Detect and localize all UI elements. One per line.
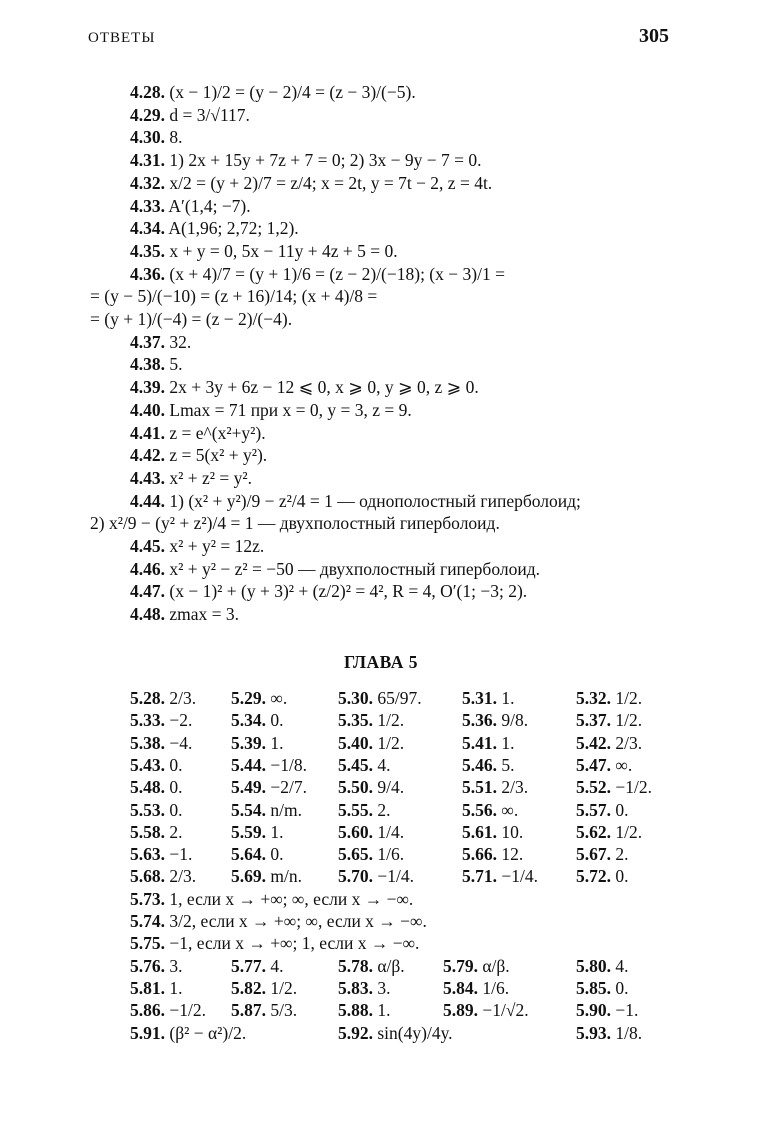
answer-number: 5.61. [462, 821, 497, 842]
answer-text: 1/2. [611, 710, 643, 731]
answer-line [130, 105, 250, 126]
answer-text: ∞. [611, 754, 633, 775]
answer-cell [462, 866, 538, 887]
answer-text: 1/2. [373, 732, 405, 753]
answer-number: 5.50. [338, 777, 373, 798]
answer-line [130, 150, 482, 171]
answer-cell [576, 688, 642, 709]
answer-number: 5.53. [130, 799, 165, 820]
answer-text: 1, если x → +∞; ∞, если x → −∞. [165, 888, 414, 909]
answer-text: 2. [373, 799, 391, 820]
answer-number: 5.28. [130, 688, 165, 708]
answer-line [130, 332, 191, 353]
answer-cell [231, 710, 284, 731]
answer-text: (x + 4)/7 = (y + 1)/6 = (z − 2)/(−18); (x − 3)/1 = [165, 263, 505, 284]
answer-number: 4.32. [130, 172, 165, 193]
answer-text: Lmax = 71 при x = 0, y = 3, z = 9. [165, 399, 412, 420]
answer-cell [130, 1023, 246, 1044]
answer-number: 5.33. [130, 710, 165, 731]
answer-line [130, 354, 183, 375]
answer-text: 2/3. [611, 732, 643, 753]
answer-number: 5.86. [130, 1000, 165, 1021]
answer-cell [130, 889, 413, 910]
answer-number: 5.52. [576, 777, 611, 798]
answer-text: −1/4. [497, 866, 538, 887]
answer-line [130, 491, 581, 512]
answer-number: 5.46. [462, 754, 497, 775]
answer-text: 5. [165, 354, 183, 375]
answer-number: 5.79. [443, 955, 478, 976]
answer-number: 5.74. [130, 911, 165, 931]
answer-number: 4.48. [130, 604, 165, 625]
answer-text: 1. [497, 688, 515, 708]
answer-text: ∞. [497, 799, 519, 820]
answer-line [130, 400, 412, 421]
answer-cell [576, 866, 629, 887]
answer-text: zmax = 3. [165, 604, 240, 625]
answer-cell [231, 844, 284, 865]
answer-number: 5.67. [576, 844, 611, 865]
answer-line [130, 581, 527, 602]
answer-cell [462, 800, 518, 821]
answer-number: 5.29. [231, 688, 266, 708]
answer-text: 1. [497, 732, 515, 753]
answer-cell [130, 866, 196, 887]
answer-cell [231, 688, 287, 709]
answer-text: 8. [165, 127, 183, 148]
answer-cell [576, 956, 629, 977]
answer-line [130, 604, 239, 625]
answer-number: 4.41. [130, 422, 165, 443]
answer-text: = (y − 5)/(−10) = (z + 16)/14; (x + 4)/8 = [90, 286, 378, 307]
answer-text: 65/97. [373, 688, 422, 708]
answer-number: 5.59. [231, 821, 266, 842]
answer-number: 4.38. [130, 354, 165, 375]
answer-number: 5.54. [231, 799, 266, 820]
answer-cell [462, 777, 528, 798]
answer-number: 5.77. [231, 955, 266, 976]
answer-text: 3/2, если x → +∞; ∞, если x → −∞. [165, 911, 427, 931]
answer-number: 5.55. [338, 799, 373, 820]
answer-line [130, 377, 479, 398]
answer-text: 9/8. [497, 710, 529, 731]
answer-cell [231, 956, 284, 977]
answer-text: A′(1,4; −7). [165, 195, 251, 216]
answer-number: 4.33. [130, 195, 165, 216]
answer-text: 0. [165, 777, 183, 798]
answer-number: 5.47. [576, 754, 611, 775]
answer-cell [462, 755, 515, 776]
answer-line [130, 468, 252, 489]
answer-number: 5.82. [231, 977, 266, 998]
answer-line [130, 445, 267, 466]
answer-text: 1. [165, 977, 183, 998]
answer-text: 1/6. [478, 977, 510, 998]
answer-text: 4. [611, 955, 629, 976]
answer-text: 2. [165, 821, 183, 842]
answer-text: x/2 = (y + 2)/7 = z/4; x = 2t, y = 7t − 2, z = 4t. [165, 172, 493, 193]
answer-cell [338, 1000, 391, 1021]
answer-cell [576, 710, 642, 731]
answer-text: 1. [373, 1000, 391, 1021]
answer-text: 10. [497, 821, 524, 842]
answer-text: −1/2. [165, 1000, 206, 1021]
answer-line [130, 173, 492, 194]
answer-number: 5.76. [130, 955, 165, 976]
answer-number: 5.40. [338, 732, 373, 753]
answer-text: 0. [266, 844, 284, 865]
answer-number: 5.72. [576, 866, 611, 887]
answer-cell [462, 688, 515, 709]
answer-line [130, 82, 416, 103]
answer-number: 5.57. [576, 799, 611, 820]
answer-text: 12. [497, 844, 524, 865]
answer-number: 5.71. [462, 866, 497, 887]
answer-line [130, 264, 505, 285]
answer-text: 0. [611, 977, 629, 998]
answer-number: 5.32. [576, 688, 611, 708]
answer-text: x + y = 0, 5x − 11y + 4z + 5 = 0. [165, 240, 398, 261]
answer-cell [576, 733, 642, 754]
answer-number: 5.69. [231, 866, 266, 887]
answer-number: 5.80. [576, 955, 611, 976]
answer-cell [576, 755, 632, 776]
answer-line [90, 286, 377, 307]
answer-number: 5.39. [231, 732, 266, 753]
answer-cell [130, 978, 183, 999]
answer-line [130, 241, 398, 262]
answer-number: 5.73. [130, 888, 165, 909]
answer-number: 4.36. [130, 263, 165, 284]
answer-text: 0. [611, 799, 629, 820]
answer-text: 0. [611, 866, 629, 887]
answer-number: 4.35. [130, 240, 165, 261]
answer-cell [231, 866, 302, 887]
answer-number: 5.84. [443, 977, 478, 998]
answer-cell [130, 733, 192, 754]
answer-text: 1/2. [266, 977, 298, 998]
answer-cell [338, 777, 404, 798]
answer-text: −1/2. [611, 777, 652, 798]
answer-text: −2/7. [266, 777, 307, 798]
answer-cell [231, 755, 307, 776]
answer-text: −1/8. [266, 754, 307, 775]
answer-number: 5.58. [130, 821, 165, 842]
answer-number: 5.89. [443, 1000, 478, 1021]
answer-number: 5.30. [338, 688, 373, 708]
answer-cell [576, 777, 652, 798]
answer-number: 5.45. [338, 754, 373, 775]
answer-text: 2/3. [165, 688, 197, 708]
answer-text: 2/3. [165, 866, 197, 887]
answer-number: 4.28. [130, 82, 165, 102]
answer-text: α/β. [478, 955, 510, 976]
answer-cell [130, 755, 183, 776]
answer-number: 4.42. [130, 445, 165, 466]
answer-text: −1. [165, 844, 193, 865]
answer-cell [338, 822, 404, 843]
answer-text: x² + y² − z² = −50 — двухполостный гиперболоид. [165, 558, 540, 579]
answer-cell [231, 978, 297, 999]
answer-number: 5.35. [338, 710, 373, 731]
answer-text: 4. [266, 955, 284, 976]
answer-number: 5.92. [338, 1022, 373, 1043]
answer-text: 9/4. [373, 777, 405, 798]
answer-text: (x − 1)/2 = (y − 2)/4 = (z − 3)/(−5). [165, 82, 416, 102]
answer-number: 5.81. [130, 977, 165, 998]
answer-text: 1/6. [373, 844, 405, 865]
answer-number: 5.68. [130, 866, 165, 887]
answer-cell [338, 800, 391, 821]
answer-cell [130, 710, 192, 731]
answer-line [130, 536, 264, 557]
answer-number: 4.43. [130, 467, 165, 488]
answer-number: 5.42. [576, 732, 611, 753]
answer-cell [338, 1023, 453, 1044]
answer-number: 5.49. [231, 777, 266, 798]
answer-text: sin(4y)/4y. [373, 1022, 453, 1043]
answer-text: 5. [497, 754, 515, 775]
answer-line [130, 127, 183, 148]
answer-number: 5.48. [130, 777, 165, 798]
answer-text: 2) x²/9 − (y² + z²)/4 = 1 — двухполостный гиперболоид. [90, 513, 500, 534]
answer-text: 5/3. [266, 1000, 298, 1021]
answer-number: 5.83. [338, 977, 373, 998]
answer-number: 5.37. [576, 710, 611, 731]
answer-cell [231, 1000, 297, 1021]
answer-line [130, 423, 266, 444]
answer-text: z = e^(x²+y²). [165, 422, 266, 443]
answer-line [130, 196, 251, 217]
answer-number: 5.93. [576, 1022, 611, 1043]
answer-number: 5.38. [130, 732, 165, 753]
answer-cell [338, 710, 404, 731]
answer-number: 5.87. [231, 1000, 266, 1021]
answer-number: 5.43. [130, 754, 165, 775]
answer-cell [443, 956, 510, 977]
answer-number: 5.65. [338, 844, 373, 865]
answer-text: 2x + 3y + 6z − 12 ⩽ 0, x ⩾ 0, y ⩾ 0, z ⩾ 0. [165, 377, 479, 398]
answer-cell [576, 1023, 642, 1044]
answer-number: 4.39. [130, 377, 165, 398]
answer-cell [231, 800, 302, 821]
answer-text: A(1,96; 2,72; 1,2). [165, 218, 299, 239]
answer-number: 4.29. [130, 104, 165, 125]
answer-text: 2/3. [497, 777, 529, 798]
answer-number: 5.60. [338, 821, 373, 842]
answer-text: n/m. [266, 799, 302, 820]
answer-number: 5.51. [462, 777, 497, 798]
answer-text: 1) (x² + y²)/9 − z²/4 = 1 — однополостный гиперболоид; [165, 490, 581, 511]
answer-text: −4. [165, 732, 193, 753]
answer-number: 5.70. [338, 866, 373, 887]
answer-cell [338, 978, 391, 999]
answer-cell [338, 688, 422, 709]
answer-number: 5.78. [338, 955, 373, 976]
answer-cell [338, 755, 391, 776]
chapter-heading: ГЛАВА 5 [343, 652, 418, 672]
answer-text: −1/√2. [478, 1000, 529, 1021]
answer-number: 4.30. [130, 127, 165, 148]
answer-number: 5.44. [231, 754, 266, 775]
answer-number: 5.62. [576, 821, 611, 842]
answer-cell [130, 822, 183, 843]
answer-line [130, 218, 299, 239]
answer-number: 4.44. [130, 490, 165, 511]
answer-cell [462, 844, 523, 865]
answer-number: 5.85. [576, 977, 611, 998]
answer-number: 5.64. [231, 844, 266, 865]
answer-text: 1/8. [611, 1022, 643, 1043]
answer-number: 4.40. [130, 399, 165, 420]
answer-text: 1. [266, 821, 284, 842]
answer-text: 3. [373, 977, 391, 998]
answer-cell [130, 933, 419, 954]
page-number: 305 [639, 25, 669, 47]
answer-number: 5.56. [462, 799, 497, 820]
answer-text: 0. [165, 754, 183, 775]
answer-cell [130, 956, 183, 977]
answer-text: α/β. [373, 955, 405, 976]
answer-cell [576, 844, 629, 865]
answer-number: 4.31. [130, 150, 165, 171]
answer-cell [231, 733, 284, 754]
answer-text: 1/2. [611, 688, 643, 708]
answer-text: 1/2. [373, 710, 405, 731]
answer-line [90, 513, 500, 534]
answer-cell [130, 777, 183, 798]
answer-cell [231, 822, 284, 843]
answer-cell [576, 978, 629, 999]
answer-cell [443, 978, 509, 999]
answer-number: 5.90. [576, 1000, 611, 1021]
answer-text: 0. [266, 710, 284, 731]
answer-number: 5.66. [462, 844, 497, 865]
answer-cell [231, 777, 307, 798]
answer-text: 1. [266, 732, 284, 753]
answer-text: x² + z² = y². [165, 467, 252, 488]
running-header: ОТВЕТЫ [88, 30, 156, 46]
answer-cell [576, 800, 629, 821]
answer-number: 4.45. [130, 536, 165, 556]
answer-cell [338, 844, 404, 865]
answer-number: 5.36. [462, 710, 497, 731]
answer-cell [576, 822, 642, 843]
answer-cell [462, 733, 515, 754]
answer-text: 1) 2x + 15y + 7z + 7 = 0; 2) 3x − 9y − 7 = 0. [165, 150, 482, 171]
answer-number: 4.46. [130, 558, 165, 579]
answer-number: 5.88. [338, 1000, 373, 1021]
answer-text: 1/2. [611, 821, 643, 842]
answer-number: 5.63. [130, 844, 165, 865]
answer-text: 3. [165, 955, 183, 976]
answer-cell [338, 956, 405, 977]
answer-text: −1. [611, 1000, 639, 1021]
answer-text: z = 5(x² + y²). [165, 445, 268, 466]
answer-text: 1/4. [373, 821, 405, 842]
answer-text: = (y + 1)/(−4) = (z − 2)/(−4). [90, 309, 293, 329]
answer-cell [462, 822, 523, 843]
answer-number: 5.75. [130, 933, 165, 954]
answer-text: m/n. [266, 866, 302, 887]
answer-text: ∞. [266, 688, 288, 708]
answer-cell [576, 1000, 638, 1021]
answer-text: (β² − α²)/2. [165, 1022, 247, 1043]
answer-text: 32. [165, 331, 192, 352]
answer-cell [130, 800, 183, 821]
answer-text: 2. [611, 844, 629, 865]
answer-cell [338, 866, 414, 887]
answer-text: −2. [165, 710, 193, 731]
answer-text: −1, если x → +∞; 1, если x → −∞. [165, 933, 420, 954]
answer-cell [443, 1000, 529, 1021]
answer-line [90, 309, 292, 330]
answer-text: −1/4. [373, 866, 414, 887]
answer-number: 5.41. [462, 732, 497, 753]
answer-number: 4.47. [130, 581, 165, 602]
answer-number: 4.37. [130, 331, 165, 352]
answer-cell [338, 733, 404, 754]
answer-cell [130, 688, 196, 709]
answer-cell [462, 710, 528, 731]
answer-number: 5.31. [462, 688, 497, 708]
answer-number: 5.34. [231, 710, 266, 731]
answer-text: 4. [373, 754, 391, 775]
answer-cell [130, 844, 192, 865]
answer-number: 5.91. [130, 1022, 165, 1043]
answer-text: (x − 1)² + (y + 3)² + (z/2)² = 4², R = 4, O′(1; −3; 2). [165, 581, 528, 602]
answer-text: 0. [165, 799, 183, 820]
answer-line [130, 559, 540, 580]
answer-text: d = 3/√117. [165, 104, 250, 125]
answer-number: 4.34. [130, 218, 165, 239]
answer-cell [130, 911, 427, 932]
answer-cell [130, 1000, 206, 1021]
answer-text: x² + y² = 12z. [165, 536, 265, 556]
